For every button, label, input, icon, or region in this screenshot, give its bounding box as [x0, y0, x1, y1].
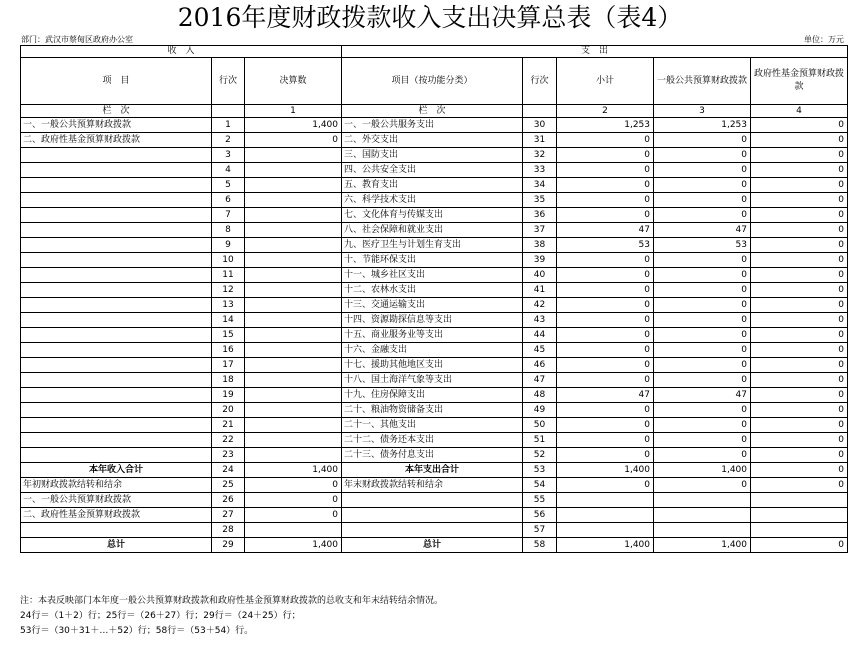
col-header-general: 一般公共预算财政拨款	[654, 58, 751, 105]
income-item: 本年收入合计	[21, 463, 212, 478]
expense-fund-budget: 0	[751, 418, 848, 433]
income-row-number: 9	[212, 238, 245, 253]
income-row-number: 15	[212, 328, 245, 343]
table-row	[21, 403, 848, 418]
expense-subtotal: 0	[557, 433, 654, 448]
expense-general-budget: 53	[654, 238, 751, 253]
expense-subtotal: 1,400	[557, 538, 654, 553]
income-item	[21, 148, 212, 163]
income-row-number: 20	[212, 403, 245, 418]
expense-item: 十六、金融支出	[342, 343, 523, 358]
table-row	[21, 508, 848, 523]
income-item	[21, 178, 212, 193]
expense-fund-budget: 0	[751, 178, 848, 193]
expense-item: 本年支出合计	[342, 463, 523, 478]
income-item	[21, 313, 212, 328]
col-header-item: 项 目	[21, 58, 212, 105]
col-header-item-func: 项目（按功能分类）	[342, 58, 523, 105]
expense-subtotal	[557, 508, 654, 523]
expense-fund-budget: 0	[751, 223, 848, 238]
income-row-number: 6	[212, 193, 245, 208]
expense-item: 五、教育支出	[342, 178, 523, 193]
expense-general-budget: 0	[654, 358, 751, 373]
lanci-label-expense: 栏 次	[342, 105, 523, 118]
expense-fund-budget: 0	[751, 163, 848, 178]
expense-item: 九、医疗卫生与计划生育支出	[342, 238, 523, 253]
expense-general-budget: 0	[654, 328, 751, 343]
column-number-row	[21, 105, 848, 118]
col-header-fund: 政府性基金预算财政拨款	[751, 58, 848, 105]
table-row	[21, 148, 848, 163]
income-row-number: 17	[212, 358, 245, 373]
expense-row-number: 43	[523, 313, 557, 328]
income-row-number: 1	[212, 118, 245, 133]
income-row-number: 4	[212, 163, 245, 178]
expense-general-budget: 0	[654, 193, 751, 208]
expense-general-budget: 0	[654, 298, 751, 313]
col-header-row: 行次	[212, 58, 245, 105]
table-row	[21, 418, 848, 433]
expense-fund-budget	[751, 523, 848, 538]
expense-item: 二十、粮油物资储备支出	[342, 403, 523, 418]
expense-row-number: 42	[523, 298, 557, 313]
empty-cell	[523, 105, 557, 118]
expense-item: 十一、城乡社区支出	[342, 268, 523, 283]
table-row	[21, 433, 848, 448]
income-item: 总计	[21, 538, 212, 553]
expense-item: 十四、资源勘探信息等支出	[342, 313, 523, 328]
table-row	[21, 268, 848, 283]
income-amount	[245, 523, 342, 538]
expense-fund-budget: 0	[751, 238, 848, 253]
income-amount	[245, 163, 342, 178]
column-header-row	[21, 58, 848, 105]
income-item	[21, 298, 212, 313]
table-row	[21, 118, 848, 133]
expense-group-header: 支 出	[342, 46, 848, 58]
note-line: 53行＝（30＋31＋…＋52）行；58行＝（53＋54）行。	[20, 626, 254, 636]
income-row-number: 27	[212, 508, 245, 523]
income-row-number: 2	[212, 133, 245, 148]
table-row	[21, 133, 848, 148]
expense-item: 十、节能环保支出	[342, 253, 523, 268]
expense-item: 二十三、债务付息支出	[342, 448, 523, 463]
income-amount	[245, 358, 342, 373]
table-row	[21, 388, 848, 403]
table-row	[21, 283, 848, 298]
col-number-3: 3	[654, 105, 751, 118]
income-item	[21, 328, 212, 343]
income-item	[21, 193, 212, 208]
expense-item: 十五、商业服务业等支出	[342, 328, 523, 343]
expense-general-budget: 1,253	[654, 118, 751, 133]
expense-row-number: 50	[523, 418, 557, 433]
expense-row-number: 53	[523, 463, 557, 478]
expense-subtotal: 0	[557, 373, 654, 388]
income-amount	[245, 223, 342, 238]
income-amount	[245, 433, 342, 448]
expense-item: 十九、住房保障支出	[342, 388, 523, 403]
income-row-number: 5	[212, 178, 245, 193]
expense-fund-budget: 0	[751, 358, 848, 373]
table-row	[21, 163, 848, 178]
expense-fund-budget: 0	[751, 298, 848, 313]
expense-subtotal: 0	[557, 403, 654, 418]
expense-fund-budget: 0	[751, 463, 848, 478]
expense-subtotal: 1,400	[557, 463, 654, 478]
expense-row-number: 49	[523, 403, 557, 418]
income-amount	[245, 178, 342, 193]
expense-row-number: 57	[523, 523, 557, 538]
income-item	[21, 238, 212, 253]
income-group-header: 收 入	[21, 46, 342, 58]
income-amount: 0	[245, 508, 342, 523]
expense-general-budget: 0	[654, 448, 751, 463]
table-row	[21, 313, 848, 328]
income-item	[21, 268, 212, 283]
income-item	[21, 523, 212, 538]
expense-row-number: 51	[523, 433, 557, 448]
expense-row-number: 40	[523, 268, 557, 283]
table-row	[21, 478, 848, 493]
expense-item: 二、外交支出	[342, 133, 523, 148]
income-amount: 0	[245, 478, 342, 493]
income-row-number: 23	[212, 448, 245, 463]
expense-fund-budget: 0	[751, 313, 848, 328]
table-row	[21, 193, 848, 208]
unit-label: 单位：万元	[804, 35, 844, 44]
expense-subtotal: 0	[557, 358, 654, 373]
empty-cell	[212, 105, 245, 118]
income-item	[21, 448, 212, 463]
expense-item: 七、文化体育与传媒支出	[342, 208, 523, 223]
expense-general-budget: 0	[654, 418, 751, 433]
expense-fund-budget: 0	[751, 343, 848, 358]
lanci-label-income: 栏 次	[21, 105, 212, 118]
expense-row-number: 55	[523, 493, 557, 508]
expense-fund-budget: 0	[751, 253, 848, 268]
income-amount	[245, 448, 342, 463]
expense-subtotal: 0	[557, 283, 654, 298]
income-row-number: 10	[212, 253, 245, 268]
expense-general-budget: 0	[654, 343, 751, 358]
expense-subtotal: 0	[557, 148, 654, 163]
expense-general-budget: 0	[654, 208, 751, 223]
income-item	[21, 388, 212, 403]
expense-general-budget	[654, 523, 751, 538]
expense-item	[342, 508, 523, 523]
expense-fund-budget: 0	[751, 283, 848, 298]
income-item	[21, 358, 212, 373]
expense-subtotal	[557, 523, 654, 538]
expense-subtotal: 53	[557, 238, 654, 253]
expense-row-number: 38	[523, 238, 557, 253]
expense-item: 二十二、债务还本支出	[342, 433, 523, 448]
table-row	[21, 238, 848, 253]
expense-fund-budget	[751, 508, 848, 523]
income-row-number: 3	[212, 148, 245, 163]
expense-general-budget: 0	[654, 433, 751, 448]
income-row-number: 8	[212, 223, 245, 238]
income-item	[21, 208, 212, 223]
table-row	[21, 448, 848, 463]
income-row-number: 19	[212, 388, 245, 403]
expense-row-number: 30	[523, 118, 557, 133]
expense-general-budget: 1,400	[654, 538, 751, 553]
income-row-number: 28	[212, 523, 245, 538]
expense-general-budget: 0	[654, 373, 751, 388]
col-header-subtotal: 小计	[557, 58, 654, 105]
income-item: 一、一般公共预算财政拨款	[21, 493, 212, 508]
expense-general-budget: 0	[654, 403, 751, 418]
expense-general-budget: 0	[654, 163, 751, 178]
expense-row-number: 36	[523, 208, 557, 223]
expense-fund-budget: 0	[751, 268, 848, 283]
expense-general-budget: 1,400	[654, 463, 751, 478]
expense-fund-budget: 0	[751, 403, 848, 418]
income-row-number: 12	[212, 283, 245, 298]
income-amount	[245, 253, 342, 268]
expense-row-number: 46	[523, 358, 557, 373]
expense-subtotal: 0	[557, 268, 654, 283]
expense-row-number: 33	[523, 163, 557, 178]
expense-subtotal	[557, 493, 654, 508]
expense-fund-budget: 0	[751, 148, 848, 163]
expense-row-number: 52	[523, 448, 557, 463]
income-row-number: 14	[212, 313, 245, 328]
income-amount	[245, 238, 342, 253]
expense-row-number: 58	[523, 538, 557, 553]
col-number-1: 1	[245, 105, 342, 118]
table-row	[21, 178, 848, 193]
income-amount	[245, 148, 342, 163]
expense-general-budget: 0	[654, 148, 751, 163]
expense-item: 总计	[342, 538, 523, 553]
expense-row-number: 48	[523, 388, 557, 403]
expense-fund-budget: 0	[751, 328, 848, 343]
expense-general-budget: 0	[654, 313, 751, 328]
expense-subtotal: 0	[557, 208, 654, 223]
expense-subtotal: 0	[557, 298, 654, 313]
income-row-number: 13	[212, 298, 245, 313]
table-row	[21, 298, 848, 313]
income-amount	[245, 283, 342, 298]
expense-general-budget: 0	[654, 283, 751, 298]
expense-item: 十二、农林水支出	[342, 283, 523, 298]
expense-item	[342, 523, 523, 538]
expense-row-number: 47	[523, 373, 557, 388]
income-amount	[245, 418, 342, 433]
income-amount: 1,400	[245, 538, 342, 553]
expense-item: 十三、交通运输支出	[342, 298, 523, 313]
table-row	[21, 208, 848, 223]
total-row	[21, 463, 848, 478]
expense-item: 十七、援助其他地区支出	[342, 358, 523, 373]
table-row	[21, 493, 848, 508]
expense-subtotal: 0	[557, 253, 654, 268]
expense-row-number: 54	[523, 478, 557, 493]
expense-fund-budget: 0	[751, 478, 848, 493]
expense-subtotal: 0	[557, 193, 654, 208]
expense-fund-budget: 0	[751, 193, 848, 208]
expense-subtotal: 47	[557, 388, 654, 403]
income-row-number: 24	[212, 463, 245, 478]
expense-item: 三、国防支出	[342, 148, 523, 163]
expense-item: 年末财政拨款结转和结余	[342, 478, 523, 493]
expense-item: 四、公共安全支出	[342, 163, 523, 178]
table-row	[21, 358, 848, 373]
expense-row-number: 35	[523, 193, 557, 208]
expense-fund-budget: 0	[751, 133, 848, 148]
expense-subtotal: 0	[557, 343, 654, 358]
expense-general-budget	[654, 493, 751, 508]
table-row	[21, 343, 848, 358]
income-amount: 0	[245, 493, 342, 508]
expense-fund-budget: 0	[751, 448, 848, 463]
expense-row-number: 32	[523, 148, 557, 163]
income-row-number: 26	[212, 493, 245, 508]
page-title: 2016年度财政拨款收入支出决算总表（表4）	[177, 3, 683, 32]
income-row-number: 11	[212, 268, 245, 283]
income-item	[21, 253, 212, 268]
income-row-number: 7	[212, 208, 245, 223]
expense-row-number: 37	[523, 223, 557, 238]
income-amount: 1,400	[245, 463, 342, 478]
expense-item: 十八、国土海洋气象等支出	[342, 373, 523, 388]
expense-subtotal: 0	[557, 133, 654, 148]
expense-general-budget: 0	[654, 178, 751, 193]
expense-row-number: 34	[523, 178, 557, 193]
table-row	[21, 328, 848, 343]
income-amount	[245, 328, 342, 343]
income-item: 一、一般公共预算财政拨款	[21, 118, 212, 133]
expense-subtotal: 1,253	[557, 118, 654, 133]
income-amount: 0	[245, 133, 342, 148]
expense-fund-budget: 0	[751, 373, 848, 388]
expense-item	[342, 493, 523, 508]
income-item	[21, 223, 212, 238]
income-amount	[245, 298, 342, 313]
expense-general-budget	[654, 508, 751, 523]
expense-fund-budget: 0	[751, 433, 848, 448]
income-item	[21, 403, 212, 418]
income-amount: 1,400	[245, 118, 342, 133]
income-item	[21, 163, 212, 178]
income-amount	[245, 373, 342, 388]
expense-general-budget: 0	[654, 268, 751, 283]
expense-general-budget: 0	[654, 133, 751, 148]
expense-subtotal: 0	[557, 178, 654, 193]
col-number-4: 4	[751, 105, 848, 118]
note-line: 24行＝（1＋2）行；25行＝（26＋27）行；29行＝（24＋25）行；	[20, 611, 301, 621]
expense-row-number: 56	[523, 508, 557, 523]
income-amount	[245, 268, 342, 283]
income-row-number: 18	[212, 373, 245, 388]
table-row	[21, 373, 848, 388]
income-item: 二、政府性基金预算财政拨款	[21, 133, 212, 148]
notes	[20, 594, 443, 639]
expense-row-number: 39	[523, 253, 557, 268]
expense-subtotal: 0	[557, 478, 654, 493]
income-item	[21, 283, 212, 298]
income-amount	[245, 388, 342, 403]
expense-item: 八、社会保障和就业支出	[342, 223, 523, 238]
income-amount	[245, 313, 342, 328]
expense-fund-budget: 0	[751, 388, 848, 403]
table-row	[21, 223, 848, 238]
income-row-number: 22	[212, 433, 245, 448]
expense-subtotal: 0	[557, 313, 654, 328]
expense-item: 二十一、其他支出	[342, 418, 523, 433]
income-item: 二、政府性基金预算财政拨款	[21, 508, 212, 523]
income-amount	[245, 193, 342, 208]
col-header-amount: 决算数	[245, 58, 342, 105]
expense-row-number: 45	[523, 343, 557, 358]
income-row-number: 29	[212, 538, 245, 553]
expense-general-budget: 0	[654, 253, 751, 268]
expense-subtotal: 0	[557, 448, 654, 463]
total-row	[21, 538, 848, 553]
income-amount	[245, 343, 342, 358]
expense-item: 一、一般公共服务支出	[342, 118, 523, 133]
expense-fund-budget	[751, 493, 848, 508]
expense-general-budget: 47	[654, 388, 751, 403]
income-item	[21, 343, 212, 358]
income-amount	[245, 403, 342, 418]
expense-fund-budget: 0	[751, 538, 848, 553]
col-header-row2: 行次	[523, 58, 557, 105]
income-item: 年初财政拨款结转和结余	[21, 478, 212, 493]
income-item	[21, 418, 212, 433]
income-row-number: 16	[212, 343, 245, 358]
expense-subtotal: 0	[557, 163, 654, 178]
expense-row-number: 44	[523, 328, 557, 343]
income-row-number: 25	[212, 478, 245, 493]
expense-item: 六、科学技术支出	[342, 193, 523, 208]
income-amount	[245, 208, 342, 223]
income-row-number: 21	[212, 418, 245, 433]
expense-general-budget: 0	[654, 478, 751, 493]
expense-row-number: 41	[523, 283, 557, 298]
department-label: 部门：武汉市蔡甸区政府办公室	[21, 35, 133, 44]
table-row	[21, 523, 848, 538]
expense-row-number: 31	[523, 133, 557, 148]
income-item	[21, 433, 212, 448]
expense-subtotal: 47	[557, 223, 654, 238]
expense-subtotal: 0	[557, 328, 654, 343]
expense-general-budget: 47	[654, 223, 751, 238]
group-header-row	[21, 46, 848, 58]
expense-fund-budget: 0	[751, 208, 848, 223]
note-line: 注：本表反映部门本年度一般公共预算财政拨款和政府性基金预算财政拨款的总收支和年末结转结余情况。	[20, 596, 444, 606]
expense-fund-budget: 0	[751, 118, 848, 133]
expense-subtotal: 0	[557, 418, 654, 433]
budget-table	[20, 45, 848, 553]
table-row	[21, 253, 848, 268]
income-item	[21, 373, 212, 388]
col-number-2: 2	[557, 105, 654, 118]
